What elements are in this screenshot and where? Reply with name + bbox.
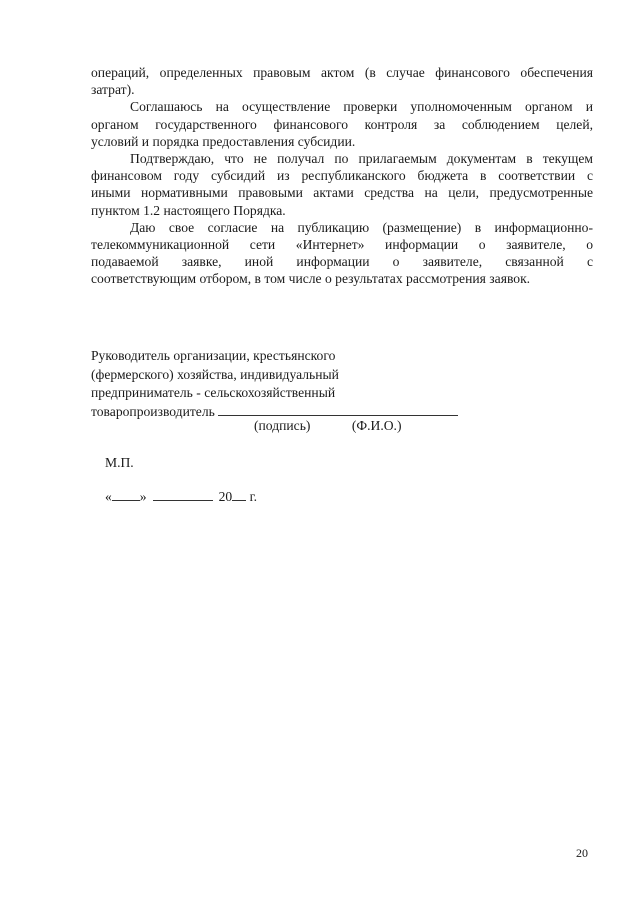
date-year-prefix: 20: [218, 489, 233, 504]
text-line: подаваемой заявке, иной информации о заявителе, связанной с: [91, 254, 593, 270]
text-line: операций, определенных правовым актом (в случае финансового обеспечения: [91, 65, 593, 80]
stamp-place-label: М.П.: [105, 455, 134, 470]
paragraph-2: [91, 98, 593, 150]
caption-full-name: (Ф.И.О.): [351, 418, 402, 433]
paragraph-1: [91, 64, 593, 98]
page-number: 20: [576, 846, 588, 860]
date-year-field[interactable]: [232, 488, 246, 501]
signatory-line: (фермерского) хозяйства, индивидуальный: [91, 366, 339, 382]
text-line: Даю свое согласие на публикацию (размещение) в информационно-: [130, 219, 593, 235]
text-line: Соглашаюсь на осуществление проверки уполномоченным органом и: [130, 99, 593, 115]
date-open-quote: «: [105, 489, 112, 504]
signature-field[interactable]: [218, 403, 458, 416]
text-line: телекоммуникационной сети «Интернет» информации о заявителе, о: [91, 237, 593, 253]
text-line: соответствующим отбором, в том числе о результатах рассмотрения заявок.: [91, 271, 531, 287]
signatory-line: предприниматель - сельскохозяйственный: [91, 385, 336, 400]
signatory-line-text: товаропроизводитель: [91, 403, 215, 419]
date-month-field[interactable]: [153, 488, 213, 501]
signature-captions: [254, 418, 401, 434]
paragraph-3: [91, 150, 593, 219]
text-line: иными нормативными правовыми актами средства на цели, предусмотренные: [91, 185, 593, 201]
caption-signature: (подпись): [254, 418, 311, 433]
date-line: [105, 488, 257, 505]
signature-block: [91, 347, 458, 421]
body-text: [91, 64, 593, 288]
text-line: органом государственного финансового контроля за соблюдением целей,: [91, 116, 593, 132]
text-line: условий и порядка предоставления субсидии.: [91, 133, 356, 149]
text-line: Подтверждаю, что не получал по прилагаемым документам в текущем: [130, 151, 593, 167]
date-close-quote: »: [139, 489, 147, 504]
date-year-suffix: г.: [249, 489, 258, 504]
text-line: затрат).: [91, 82, 135, 98]
signatory-line: Руководитель организации, крестьянского: [91, 348, 336, 363]
date-day-field[interactable]: [112, 488, 140, 501]
paragraph-4: [91, 219, 593, 288]
text-line: пунктом 1.2 настоящего Порядка.: [91, 202, 286, 218]
text-line: финансовом году субсидий из республиканского бюджета в соответствии с: [91, 168, 593, 184]
